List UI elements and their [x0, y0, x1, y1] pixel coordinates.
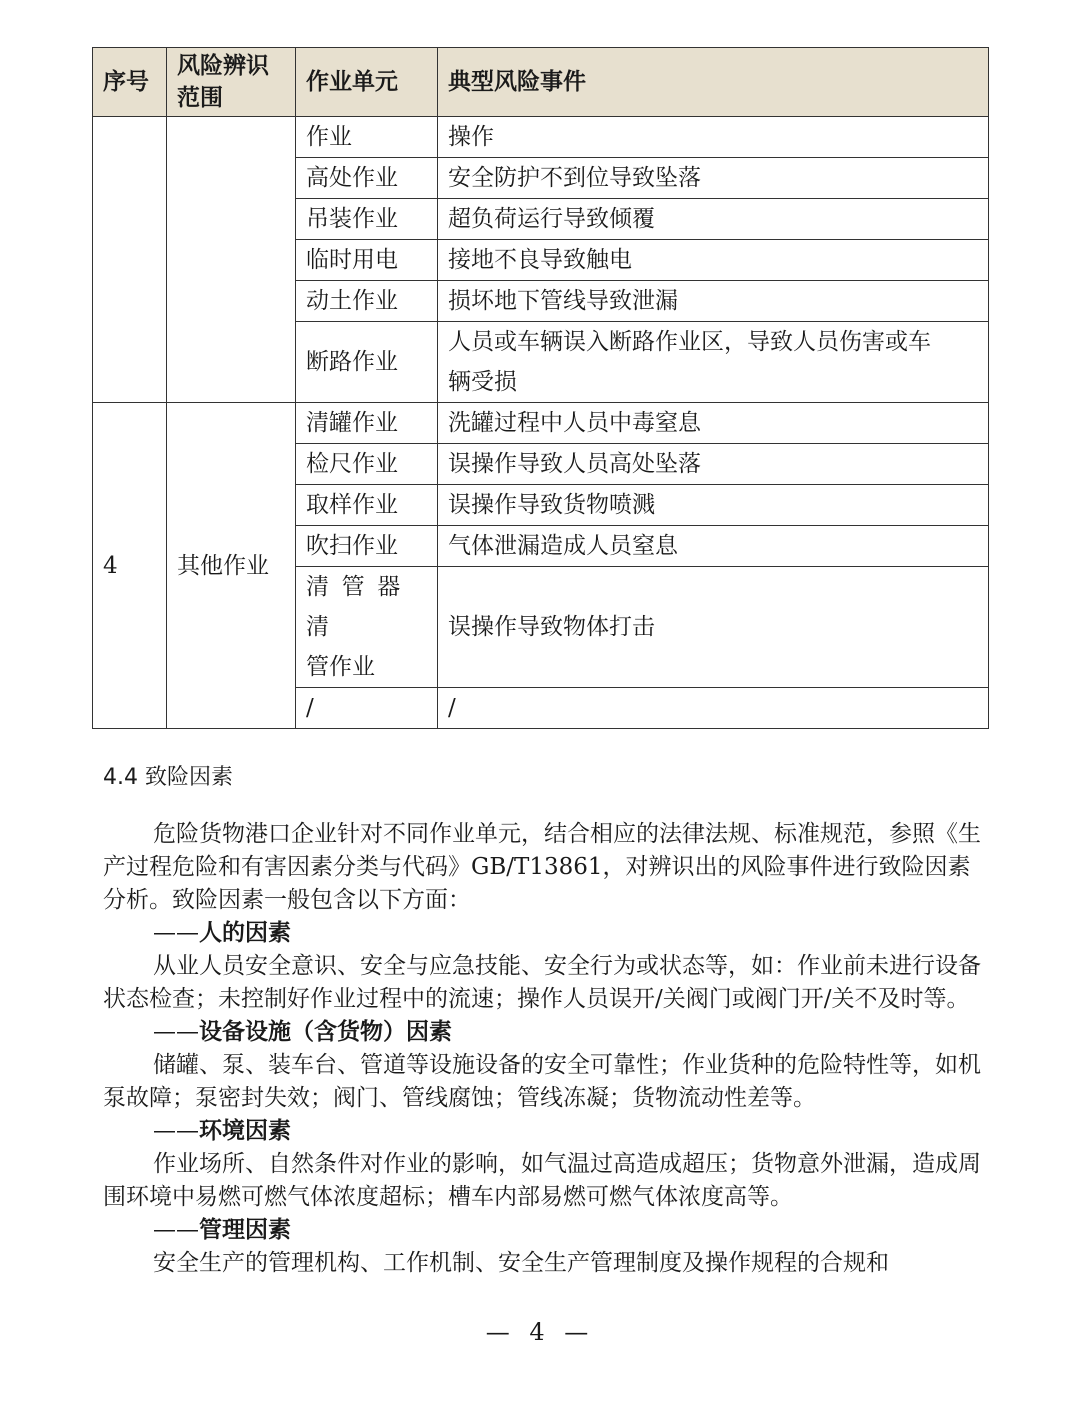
event-cell: 超负荷运行导致倾覆	[438, 199, 989, 240]
event-cell: /	[438, 688, 989, 729]
unit-cell: 检尺作业	[296, 444, 438, 485]
seq-cell: 4	[93, 403, 167, 729]
scope-cell: 其他作业	[167, 403, 296, 729]
unit-cell: 高处作业	[296, 158, 438, 199]
unit-cell: 临时用电	[296, 240, 438, 281]
factor-heading	[103, 917, 983, 950]
unit-cell: 清罐作业	[296, 403, 438, 444]
unit-cell: 断路作业	[296, 322, 438, 403]
factor-label: 环境因素	[199, 1118, 291, 1144]
event-cell: 误操作导致货物喷溅	[438, 485, 989, 526]
unit-cell: 作业	[296, 117, 438, 158]
factor-label: 管理因素	[199, 1217, 291, 1243]
page-number: — 4 —	[485, 1318, 595, 1346]
unit-cell: 清管器清	[296, 567, 438, 648]
event-cell: 辆受损	[438, 362, 989, 403]
event-cell: 接地不良导致触电	[438, 240, 989, 281]
header-seq: 序号	[93, 48, 167, 117]
factor-dash: ——	[153, 1118, 199, 1144]
seq-cell-prev	[93, 117, 167, 403]
table-row	[93, 403, 989, 444]
event-cell: 安全防护不到位导致坠落	[438, 158, 989, 199]
event-cell: 洗罐过程中人员中毒窒息	[438, 403, 989, 444]
factor-paragraph: 从业人员安全意识、安全与应急技能、安全行为或状态等，如：作业前未进行设备状态检查；未控制好作业过程中的流速；操作人员误开/关阀门或阀门开/关不及时等。	[103, 953, 981, 1012]
event-cell: 操作	[438, 117, 989, 158]
factor-heading	[103, 1016, 983, 1049]
factor-dash: ——	[153, 920, 199, 946]
section-body	[103, 818, 983, 1280]
factor-heading	[103, 1214, 983, 1247]
header-scope	[167, 48, 296, 117]
table-row	[93, 117, 989, 158]
event-cell: 人员或车辆误入断路作业区，导致人员伤害或车	[438, 322, 989, 363]
factor-paragraph: 作业场所、自然条件对作业的影响，如气温过高造成超压；货物意外泄漏，造成周围环境中易燃可燃气体浓度超标；槽车内部易燃可燃气体浓度高等。	[103, 1151, 981, 1210]
unit-cell: 管作业	[296, 647, 438, 688]
unit-cell: 吹扫作业	[296, 526, 438, 567]
factor-dash: ——	[153, 1019, 199, 1045]
intro-paragraph: 危险货物港口企业针对不同作业单元，结合相应的法律法规、标准规范，参照《生产过程危险和有害因素分类与代码》GB/T13861，对辨识出的风险事件进行致险因素分析。致险因素一般包含以下方面：	[103, 821, 981, 913]
unit-cell: 取样作业	[296, 485, 438, 526]
header-unit: 作业单元	[296, 48, 438, 117]
table-header-row	[93, 48, 989, 117]
event-cell: 损坏地下管线导致泄漏	[438, 281, 989, 322]
unit-cell: 吊装作业	[296, 199, 438, 240]
factor-heading	[103, 1115, 983, 1148]
factor-label: 人的因素	[199, 920, 291, 946]
section-title: 4.4 致险因素	[103, 765, 233, 790]
unit-cell: /	[296, 688, 438, 729]
event-cell: 误操作导致物体打击	[438, 567, 989, 688]
factor-label: 设备设施（含货物）因素	[199, 1019, 452, 1045]
unit-cell: 动土作业	[296, 281, 438, 322]
event-cell: 误操作导致人员高处坠落	[438, 444, 989, 485]
risk-table	[92, 47, 989, 729]
header-scope-line1: 风险辨识	[177, 52, 269, 79]
event-cell: 气体泄漏造成人员窒息	[438, 526, 989, 567]
header-scope-line2: 范围	[177, 84, 223, 111]
header-event: 典型风险事件	[438, 48, 989, 117]
factor-paragraph: 安全生产的管理机构、工作机制、安全生产管理制度及操作规程的合规和	[153, 1250, 889, 1276]
factor-dash: ——	[153, 1217, 199, 1243]
factor-paragraph: 储罐、泵、装车台、管道等设施设备的安全可靠性；作业货种的危险特性等，如机泵故障；泵密封失效；阀门、管线腐蚀；管线冻凝；货物流动性差等。	[103, 1052, 981, 1111]
scope-cell-prev	[167, 117, 296, 403]
